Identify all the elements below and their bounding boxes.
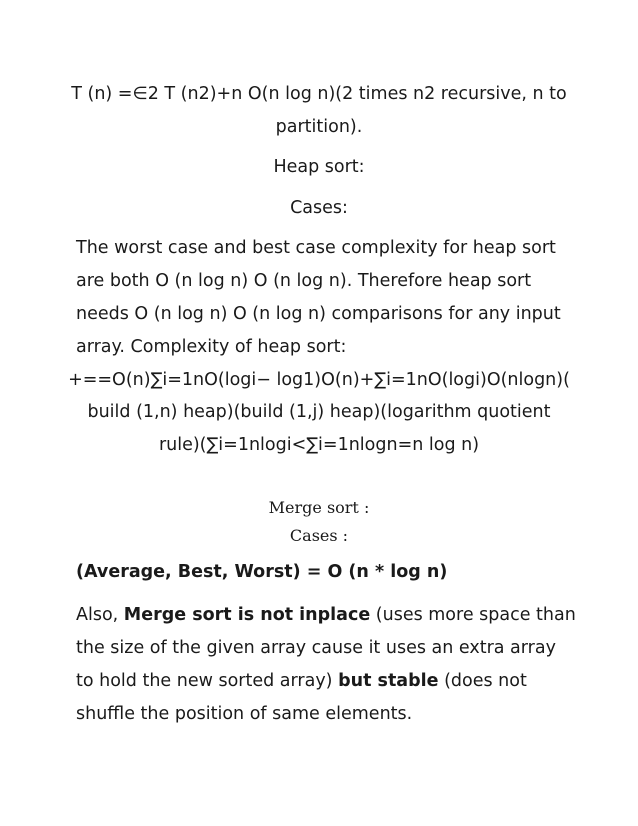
heap-sort-formula-line-1: +==O(n)∑i=1nO(logi− log1)O(n)+∑i=1nO(logi)O(nlogn)( — [68, 370, 570, 390]
not-inplace-emphasis: Merge sort is not inplace — [123, 605, 371, 625]
merge-sort-heading: Merge sort : — [268, 498, 370, 517]
heap-sort-formula-line-3: rule)(∑i=1nlogi<∑i=1nlogn=n log n) — [158, 435, 480, 455]
merge-sort-paragraph-line-2: the size of the given array cause it uses an extra array — [76, 638, 556, 658]
merge-sort-complexity: (Average, Best, Worst) = O (n * log n) — [76, 562, 448, 582]
merge-sort-paragraph-text: (does not — [438, 671, 527, 691]
recurrence-line-2: partition). — [275, 117, 363, 137]
heap-sort-heading: Heap sort: — [273, 157, 365, 177]
heap-sort-paragraph-line-1: The worst case and best case complexity for heap sort — [76, 238, 556, 258]
merge-sort-paragraph-line-3 — [76, 670, 576, 692]
merge-sort-paragraph-text: (uses more space than — [370, 605, 576, 625]
merge-sort-paragraph-text: to hold the new sorted array) — [76, 671, 339, 691]
heap-sort-paragraph-line-4: array. Complexity of heap sort: — [76, 337, 347, 357]
heap-sort-paragraph-line-3: needs O (n log n) O (n log n) comparisons for any input — [76, 304, 561, 324]
stable-emphasis: but stable — [338, 671, 439, 691]
heap-sort-formula-line-2: build (1,n) heap)(build (1,j) heap)(logarithm quotient — [87, 402, 551, 422]
merge-sort-paragraph-line-4: shuffle the position of same elements. — [76, 704, 413, 724]
merge-sort-paragraph-line-1 — [76, 604, 576, 626]
merge-sort-cases-heading: Cases : — [289, 526, 349, 545]
merge-sort-paragraph-text: Also, — [76, 605, 124, 625]
heap-sort-paragraph-line-2: are both O (n log n) O (n log n). Therefore heap sort — [76, 271, 532, 291]
recurrence-line-1: T (n) =∈2 T (n2)+n O(n log n)(2 times n2 recursive, n to — [71, 84, 567, 104]
heap-sort-cases-heading: Cases: — [290, 198, 348, 218]
